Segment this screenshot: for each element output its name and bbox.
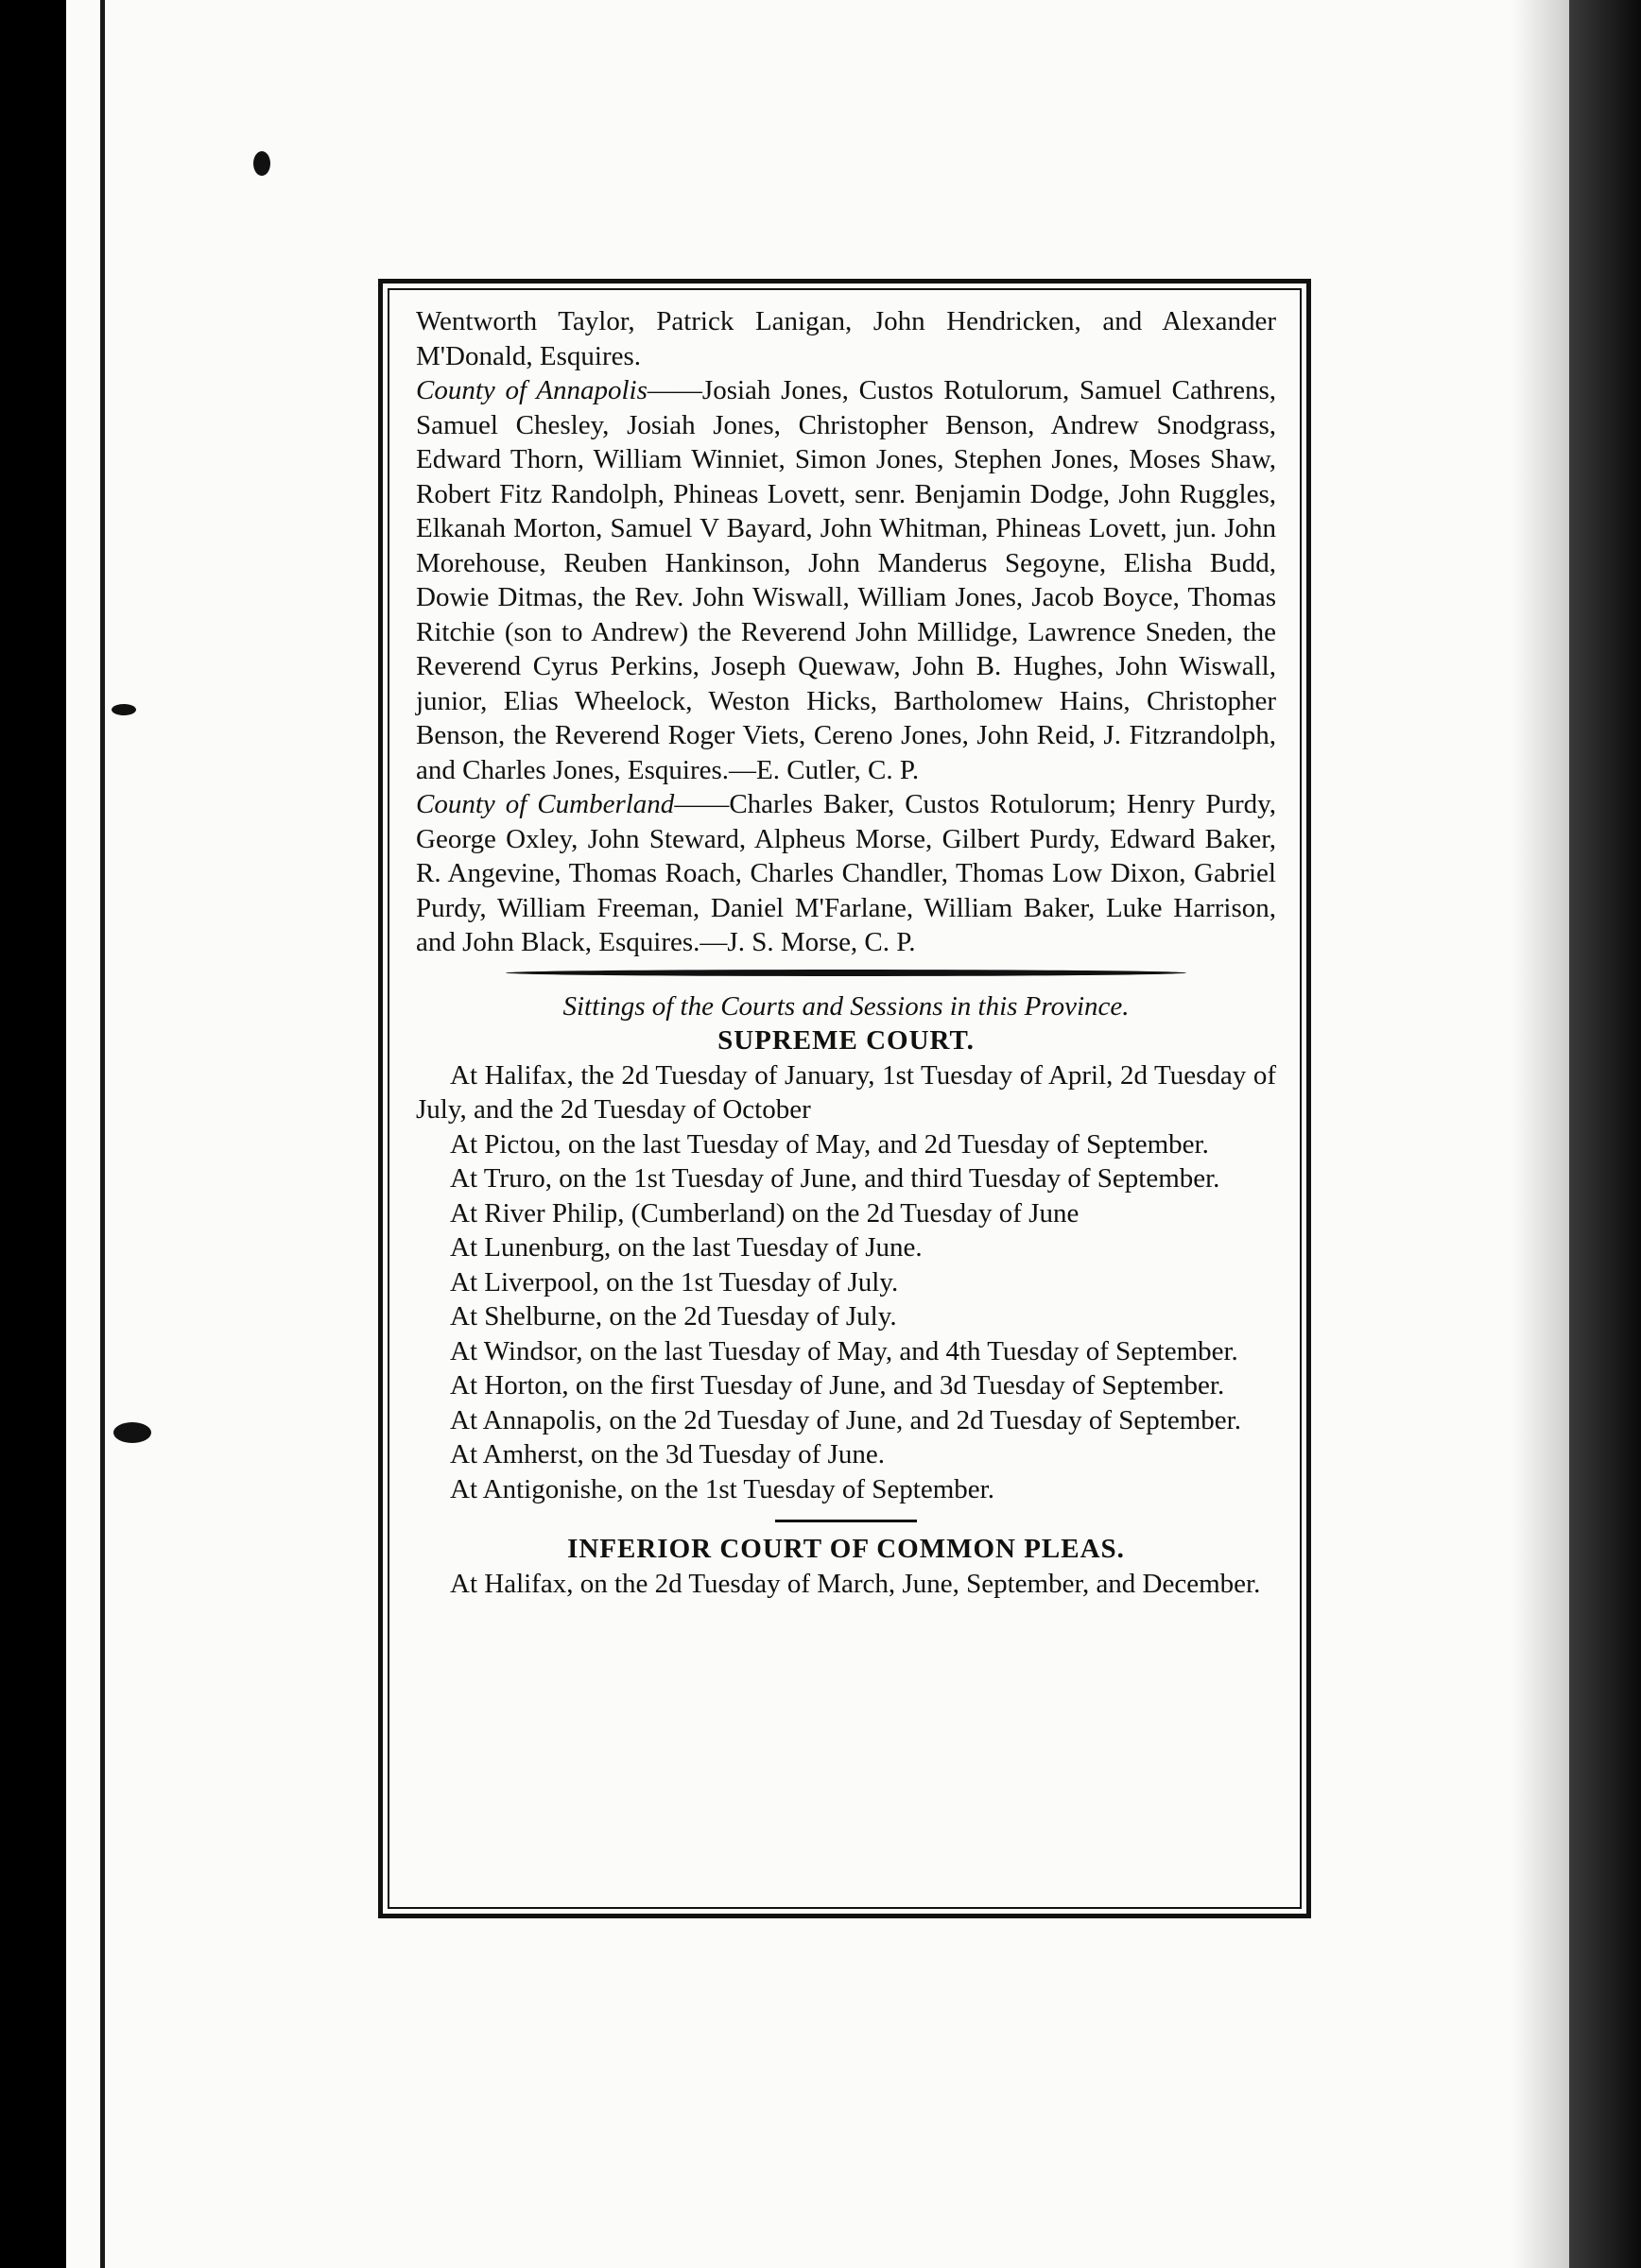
sitting-entry: At Shelburne, on the 2d Tuesday of July. [450, 1301, 897, 1332]
page-shadow [1512, 0, 1569, 2268]
sittings-heading: Sittings of the Courts and Sessions in this Province. [562, 990, 1130, 1022]
sitting-entry: At Liverpool, on the 1st Tuesday of July. [450, 1266, 899, 1297]
ink-blot [112, 704, 136, 715]
cumberland-paragraph [416, 787, 1276, 960]
sitting-entry: At Antigonishe, on the 1st Tuesday of September. [450, 1473, 994, 1504]
county-label: County of Annapolis [416, 375, 648, 405]
inferior-court-heading: INFERIOR COURT OF COMMON PLEAS. [567, 1534, 1125, 1564]
opening-paragraph: Wentworth Taylor, Patrick Lanigan, John Hendricken, and Alexander M'Donald, Esquires. [416, 306, 1276, 371]
section-divider [775, 1520, 917, 1522]
ink-blot [253, 151, 270, 176]
ink-blot [113, 1422, 151, 1443]
annapolis-names: Josiah Jones, Custos Rotulorum, Samuel Cathrens, Samuel Chesley, Josiah Jones, Christopher Benson, Andrew Snodgrass, Edward Thorn, William Winniet, Simon Jones, Stephen Jones, Moses Shaw, Robert Fitz Randolph, Phineas Lovett, senr. Benjamin Dodge, John Ruggles, Elkanah Morton, Samuel V Bayard, John Whitman, Phineas Lovett, jun. John Morehouse, Reuben Hankinson, John Manderus Segoyne, Elisha Budd, Dowie Ditmas, the Rev. John Wiswall, William Jones, Jacob Boyce, Thomas Ritchie (son to Andrew) the Reverend John Millidge, Lawrence Sneden, the Reverend Cyrus Perkins, Joseph Quewaw, John B. Hughes, John Wiswall, junior, Elias Wheelock, Weston Hicks, Bartholomew Hains, Christopher Benson, the Reverend Roger Viets, Cereno Jones, John Reid, J. Fitzrandolph, and Charles Jones, Esquires.—E. Cutler, C. P. [416, 375, 1276, 785]
supreme-court-heading: SUPREME COURT. [717, 1025, 975, 1056]
county-dash: —— [647, 375, 702, 405]
sitting-entry: At Horton, on the first Tuesday of June, and 3d Tuesday of September. [450, 1370, 1225, 1400]
sitting-entry: At River Philip, (Cumberland) on the 2d Tuesday of June [450, 1197, 1080, 1228]
cumberland-names: Charles Baker, Custos Rotulorum; Henry Purdy, George Oxley, John Steward, Alpheus Morse, Gilbert Purdy, Edward Baker, R. Angevine, Thomas Roach, Charles Chandler, Thomas Low Dixon, Gabriel Purdy, William Freeman, Daniel M'Farlane, William Baker, Luke Harrison, and John Black, Esquires.—J. S. Morse, C. P. [416, 789, 1276, 957]
page-edge [1569, 0, 1641, 2268]
county-dash: —— [674, 789, 730, 819]
sitting-entry: At Truro, on the 1st Tuesday of June, and third Tuesday of September. [450, 1163, 1220, 1194]
sitting-entry: At Lunenburg, on the last Tuesday of June. [450, 1232, 923, 1263]
sitting-entry: At Halifax, on the 2d Tuesday of March, June, September, and December. [450, 1568, 1261, 1599]
annapolis-paragraph [416, 373, 1276, 787]
sitting-entry: At Pictou, on the last Tuesday of May, and 2d Tuesday of September. [450, 1128, 1209, 1160]
document-body [416, 304, 1276, 1601]
sitting-entry: At Halifax, the 2d Tuesday of January, 1st Tuesday of April, 2d Tuesday of July, and the 2d Tuesday of October [416, 1059, 1276, 1125]
sitting-entry: At Amherst, on the 3d Tuesday of June. [450, 1439, 885, 1469]
binding-gutter [100, 0, 105, 2268]
sitting-entry: At Annapolis, on the 2d Tuesday of June, and 2d Tuesday of September. [450, 1404, 1241, 1435]
county-label: County of Cumberland [416, 789, 675, 819]
sitting-entry: At Windsor, on the last Tuesday of May, and 4th Tuesday of September. [450, 1335, 1238, 1366]
section-divider [506, 970, 1186, 976]
